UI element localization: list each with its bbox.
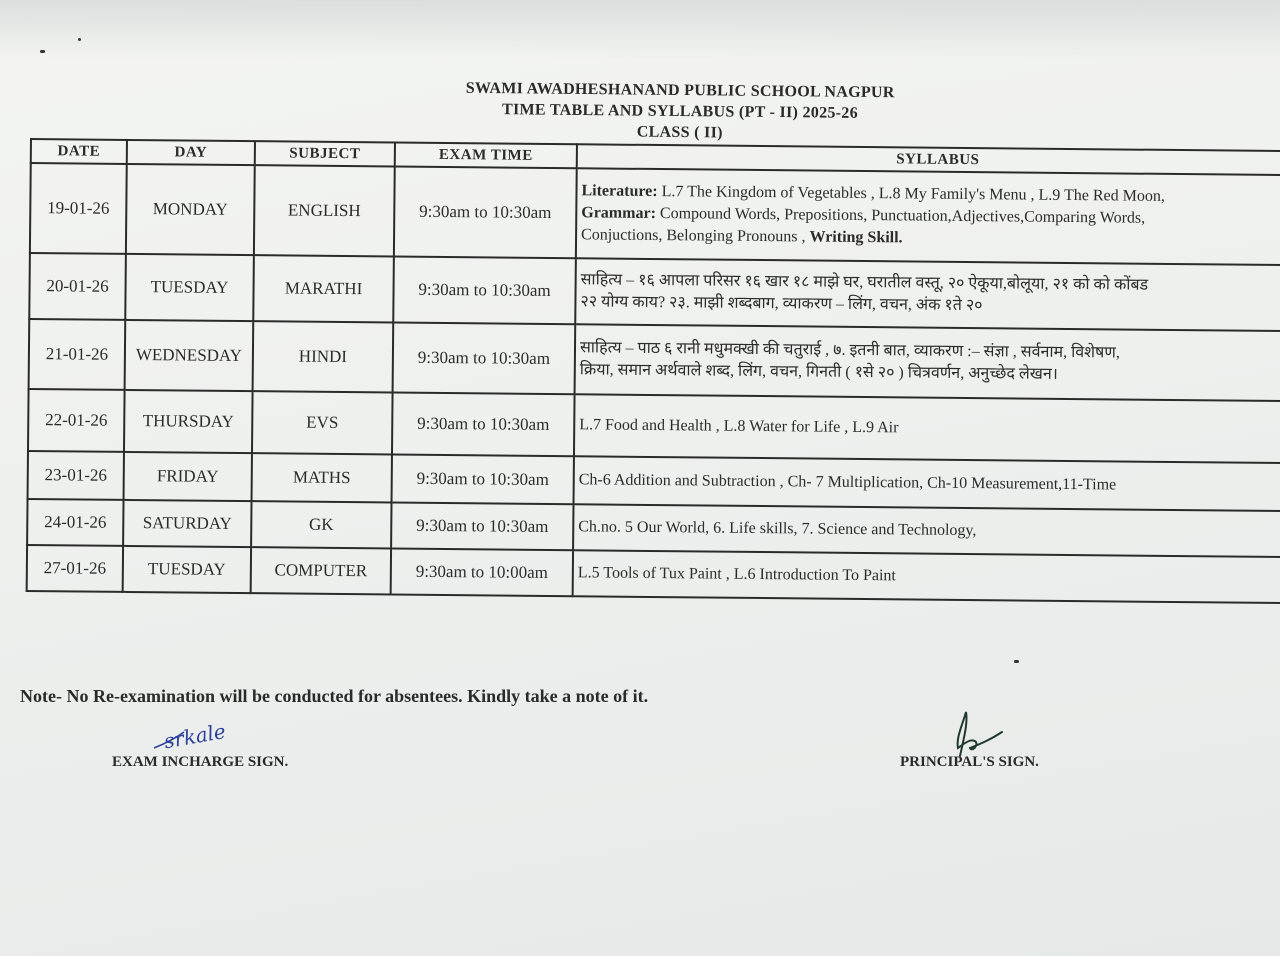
syllabus-text: Conjuctions, Belonging Pronouns , — [581, 226, 810, 246]
cell-subject: MATHS — [252, 453, 392, 502]
cell-subject: COMPUTER — [251, 547, 391, 594]
cell-date: 22-01-26 — [28, 389, 125, 452]
cell-time: 9:30am to 10:30am — [391, 502, 573, 550]
svg-text:srkale: srkale — [162, 718, 228, 754]
cell-syllabus — [574, 394, 1280, 463]
cell-day: WEDNESDAY — [125, 320, 254, 391]
cell-syllabus — [574, 456, 1280, 511]
grammar-label: Grammar: — [581, 204, 657, 223]
cell-date: 19-01-26 — [30, 163, 127, 254]
cell-date: 24-01-26 — [27, 499, 123, 546]
document-header — [300, 76, 1061, 147]
cell-day: TUESDAY — [125, 254, 254, 321]
table-row — [29, 319, 1280, 401]
paper-shadow — [0, 0, 1280, 60]
syllabus-line: L.5 Tools of Tux Paint , L.6 Introduction To Paint — [577, 564, 896, 585]
literature-label: Literature: — [581, 182, 658, 201]
school-name: SWAMI AWADHESHANAND PUBLIC SCHOOL NAGPUR — [465, 79, 895, 102]
header-date: DATE — [31, 139, 127, 164]
table-row — [29, 253, 1280, 331]
cell-syllabus — [575, 258, 1280, 331]
syllabus-line: Ch.no. 5 Our World, 6. Life skills, 7. Science and Technology, — [578, 518, 977, 540]
cell-time: 9:30am to 10:30am — [392, 454, 574, 504]
syllabus-line: Ch-6 Addition and Subtraction , Ch- 7 Multiplication, Ch-10 Measurement,11-Time — [578, 471, 1117, 494]
cell-day: SATURDAY — [123, 500, 251, 547]
cell-subject: GK — [251, 501, 391, 548]
cell-syllabus — [575, 324, 1280, 401]
cell-date: 21-01-26 — [29, 319, 126, 390]
cell-date: 23-01-26 — [28, 451, 124, 500]
cell-time: 9:30am to 10:30am — [393, 322, 576, 394]
exam-incharge-signature-icon — [150, 718, 250, 758]
principal-sign-label: PRINCIPAL'S SIGN. — [900, 754, 1039, 770]
class-label: CLASS ( II) — [636, 123, 723, 142]
cell-syllabus — [573, 504, 1280, 557]
syllabus-line: क्रिया, समान अर्थवाले शब्द, लिंग, वचन, गिनती ( १से २० ) चित्रवर्णन, अनुच्छेद लेखन। — [579, 361, 1058, 383]
cell-day: TUESDAY — [123, 546, 251, 593]
grammar-text: Compound Words, Prepositions, Punctuation,Adjectives,Comparing Words, — [655, 205, 1146, 227]
syllabus-line: L.7 Food and Health , L.8 Water for Life , L.9 Air — [579, 416, 899, 437]
exam-incharge-sign-label: EXAM INCHARGE SIGN. — [112, 754, 289, 770]
cell-time: 9:30am to 10:30am — [392, 392, 575, 456]
cell-date: 20-01-26 — [29, 253, 126, 320]
absentee-note: Note- No Re-examination will be conducted for absentees. Kindly take a note of it. — [20, 686, 649, 706]
document-title: TIME TABLE AND SYLLABUS (PT - II) 2025-26 — [501, 101, 859, 122]
header-exam-time: EXAM TIME — [395, 143, 577, 169]
literature-text: L.7 The Kingdom of Vegetables , L.8 My Family's Menu , L.9 The Red Moon, — [657, 183, 1165, 205]
speck — [78, 38, 81, 41]
timetable — [26, 138, 1280, 604]
syllabus-line: साहित्य – १६ आपला परिसर १६ खार १८ माझे घर, घरातील वस्तू, २० ऐकूया,बोलूया, २१ को को कोंबड — [580, 271, 1149, 294]
cell-date: 27-01-26 — [27, 545, 123, 592]
header-day: DAY — [127, 140, 255, 165]
timetable-container — [26, 138, 1280, 604]
cell-day: MONDAY — [126, 164, 255, 255]
writing-skill-text: Writing Skill. — [809, 228, 903, 247]
header-subject: SUBJECT — [255, 141, 395, 166]
header-syllabus: SYLLABUS — [577, 144, 1280, 175]
cell-subject: HINDI — [253, 321, 394, 392]
syllabus-line: साहित्य – पाठ ६ रानी मधुमक्खी की चतुराई , ७. इतनी बात, व्याकरण :– संज्ञा , सर्वनाम, विशेषण, — [579, 339, 1120, 362]
syllabus-line: २२ योग्य काय? २३. माझी शब्दबाग, व्याकरण – लिंग, वचन, अंक १ते २० — [580, 293, 983, 315]
table-row — [30, 163, 1280, 265]
cell-day: THURSDAY — [124, 390, 253, 453]
cell-subject: MARATHI — [253, 255, 394, 322]
cell-time: 9:30am to 10:00am — [391, 548, 573, 596]
cell-day: FRIDAY — [124, 452, 252, 501]
cell-time: 9:30am to 10:30am — [393, 256, 576, 324]
cell-subject: ENGLISH — [254, 165, 395, 256]
cell-subject: EVS — [252, 391, 393, 454]
speck — [40, 50, 45, 53]
cell-time: 9:30am to 10:30am — [394, 167, 577, 259]
speck — [1014, 660, 1019, 663]
cell-syllabus — [576, 168, 1280, 265]
cell-syllabus — [573, 550, 1280, 603]
